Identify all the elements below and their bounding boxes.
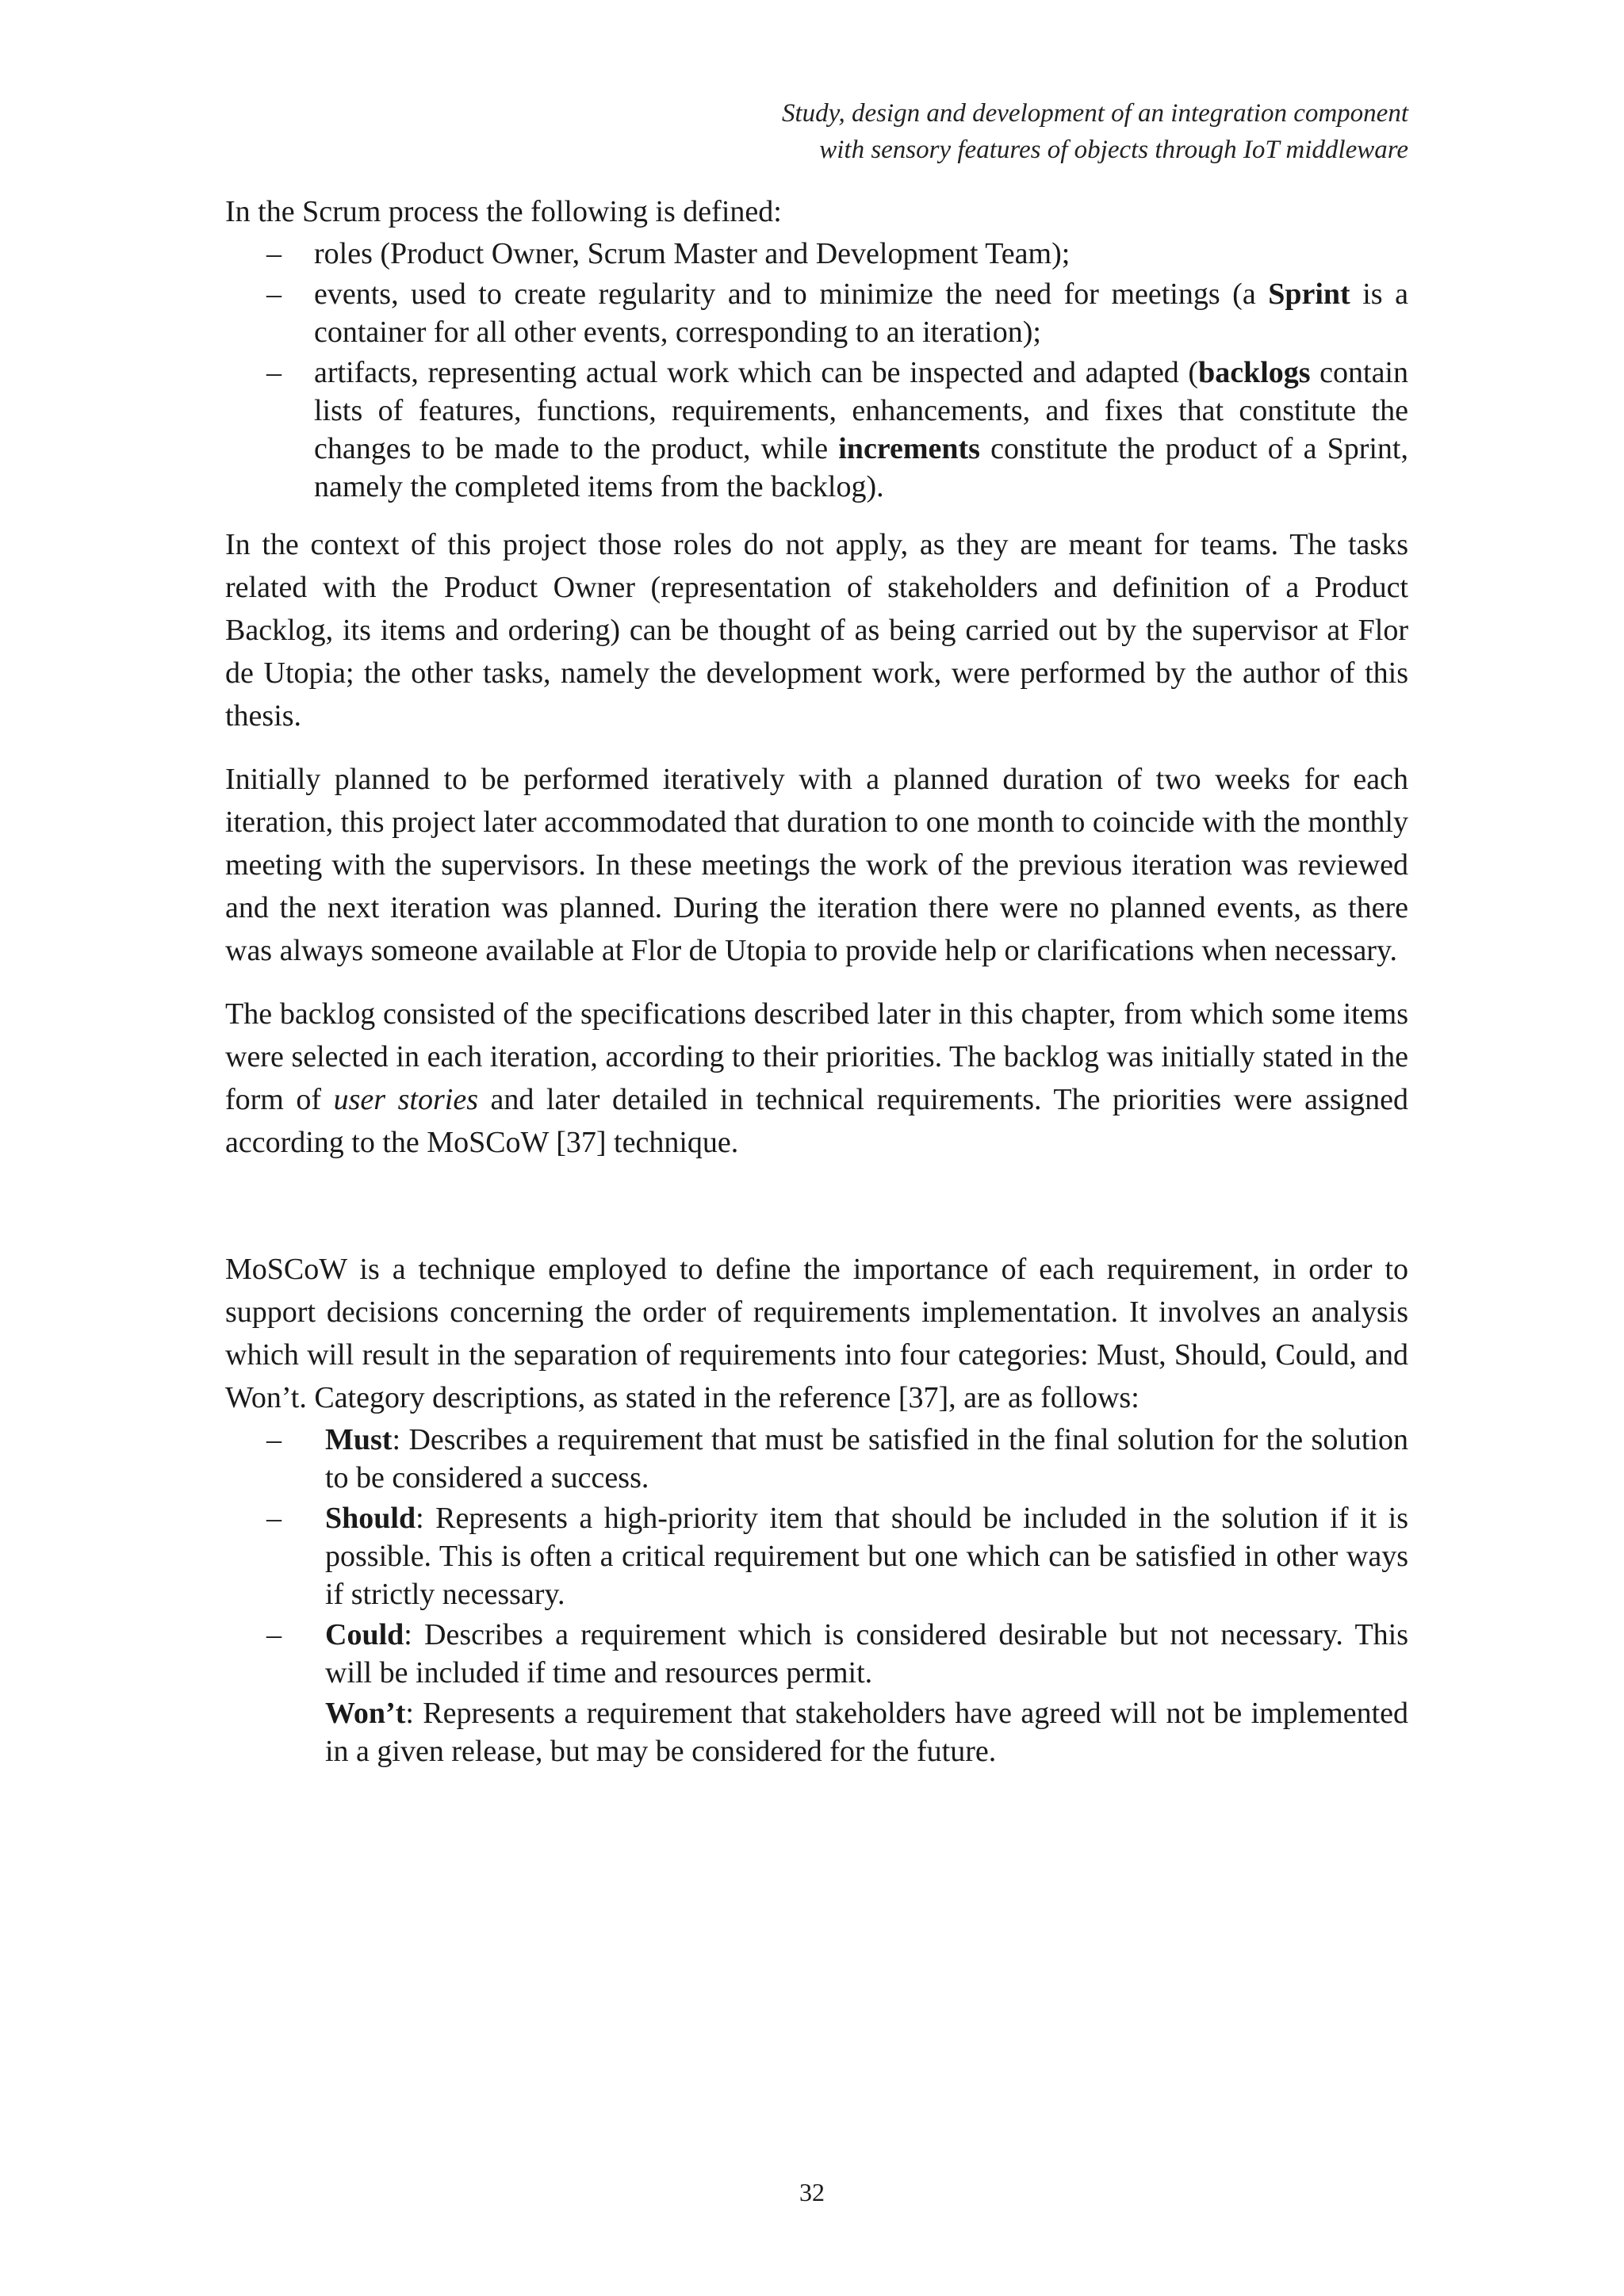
body-content: [225, 190, 1408, 1770]
paragraph-moscow: MoSCoW is a technique employed to define the importance of each requirement, in order to support decisions concerning the order of requirements implementation. It involves an analysis which will result in the separation of requirements into four categories: Must, Should, Could, and Won’t. Category descriptions, as stated in the reference [37], are as follows:: [225, 1253, 1408, 1414]
list-item-text: roles (Product Owner, Scrum Master and Development Team);: [314, 237, 1071, 270]
dash-bullet: –: [266, 237, 282, 270]
section-gap: [225, 1164, 1408, 1248]
italic-user-stories: user stories: [333, 1083, 478, 1116]
bold-term-could: Could: [325, 1618, 404, 1651]
paragraph-text: The backlog consisted of the specifications described later in this chapter, from which some items were selected in each iteration, according to their priorities. The backlog was initially stated in the form of: [225, 997, 1408, 1116]
scrum-intro: In the Scrum process the following is defined:: [225, 195, 782, 228]
list-item-text: : Describes a requirement that must be satisfied in the final solution for the solution to be considered a success.: [325, 1423, 1408, 1494]
list-item-should: [225, 1499, 1408, 1613]
list-item-events: [225, 275, 1408, 351]
list-item-must: [225, 1421, 1408, 1497]
list-item-could: [225, 1616, 1408, 1692]
paragraph-backlog: [225, 993, 1408, 1164]
running-header-line-2: with sensory features of objects through IoT middleware: [819, 136, 1408, 164]
paragraph-text: and later detailed in technical requirements. The priorities were assigned according to the MoSCoW [37] technique.: [225, 1083, 1408, 1159]
dash-bullet: –: [266, 1423, 282, 1456]
list-item-text: artifacts, representing actual work which can be inspected and adapted (: [314, 356, 1199, 389]
list-item-text: : Represents a high-priority item that should be included in the solution if it is possible. This is often a critical requirement but one which can be satisfied in other ways if strictly necessary.: [325, 1502, 1408, 1611]
dash-bullet: –: [266, 1618, 282, 1651]
dash-bullet: –: [266, 356, 282, 389]
bold-term-wont: Won’t: [325, 1697, 406, 1730]
page-number: 32: [799, 2178, 825, 2206]
list-item-text: is a container for all other events, corresponding to an iteration);: [314, 277, 1408, 349]
bold-term-should: Should: [325, 1502, 416, 1535]
bold-term-backlogs: backlogs: [1198, 356, 1311, 389]
moscow-category-list: [225, 1421, 1408, 1770]
bold-term-must: Must: [325, 1423, 393, 1456]
paragraph-iterations: Initially planned to be performed iteratively with a planned duration of two weeks for each iteration, this project later accommodated that duration to one month to coincide with the monthly meeting with the supervisors. In these meetings the work of the previous iteration was reviewed and the next iteration was planned. During the iteration there were no planned events, as there was always someone available at Flor de Utopia to provide help or clarifications when necessary.: [225, 763, 1408, 967]
list-item-text: events, used to create regularity and to minimize the need for meetings (a: [314, 277, 1269, 311]
list-item-text: : Describes a requirement which is considered desirable but not necessary. This will be included if time and resources permit.: [325, 1618, 1408, 1689]
dash-bullet: –: [266, 1502, 282, 1535]
bold-term-sprint: Sprint: [1268, 277, 1350, 311]
paragraph-roles: In the context of this project those roles do not apply, as they are meant for teams. The tasks related with the Product Owner (representation of stakeholders and definition of a Product Backlog, its items and ordering) can be thought of as being carried out by the supervisor at Flor de Utopia; the other tasks, namely the development work, were performed by the author of this thesis.: [225, 528, 1408, 733]
scrum-definition-list: [225, 235, 1408, 506]
running-header: [536, 95, 1408, 168]
list-item-text: contain lists of features, functions, requirements, enhancements, and fixes that constitute the changes to be made to the product, while: [314, 356, 1408, 465]
list-item-text: constitute the product of a Sprint, namely the completed items from the backlog).: [314, 432, 1408, 503]
bold-term-increments: increments: [838, 432, 980, 465]
list-item-wont: [225, 1694, 1408, 1770]
running-header-line-1: Study, design and development of an integration component: [781, 99, 1408, 128]
list-item-text: : Represents a requirement that stakeholders have agreed will not be implemented in a given release, but may be considered for the future.: [325, 1697, 1408, 1768]
list-item-roles: [225, 235, 1408, 273]
dash-bullet: –: [266, 277, 282, 311]
list-item-artifacts: [225, 354, 1408, 506]
